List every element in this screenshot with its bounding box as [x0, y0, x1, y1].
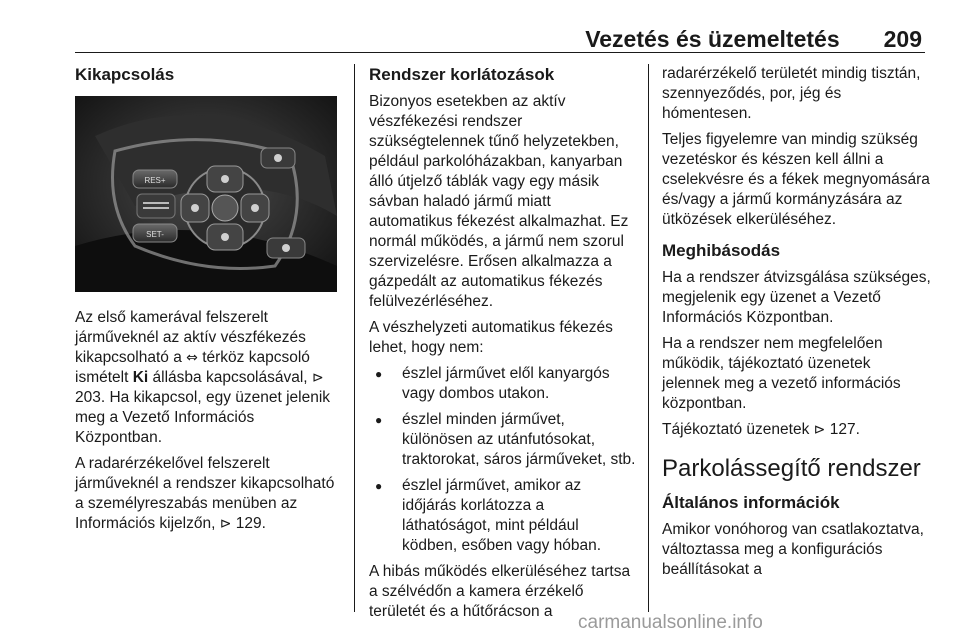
list-item: ● észlel járművet elől kanyargós vagy dombos utakon.: [369, 364, 637, 404]
paragraph-radar-area: radarérzékelő területét mindig tisztán, szennyeződés, por, jég és hómentesen.: [662, 65, 921, 122]
text-run: .: [855, 421, 860, 438]
steering-wheel-controls-illustration: [75, 96, 337, 292]
paragraph-radar-disable: [75, 454, 345, 534]
paragraph-keep-clean: A hibás működés elkerüléséhez tartsa a szélvédőn a kamera érzékelő területét és a hűtőrácson a: [369, 563, 631, 620]
text-run: állásba kapcsolásával,: [148, 369, 312, 386]
page-header: [585, 26, 922, 53]
column-right: [662, 64, 932, 586]
page-reference-link[interactable]: 127: [829, 421, 856, 438]
section-heading-kikapcsolas: Kikapcsolás: [75, 65, 175, 84]
text-run: .: [261, 515, 266, 532]
paragraph-limitations: Bizonyos esetekben az aktív vészfékezési rendszer szükségtelennek tűnő helyzetekben, például parkolóházakban, kanyarban álló útjelző táblák vagy egy másik sávban haladó jármű miatt automatikus fékezést alkalmazhat. Ez normál működés, a jármű nem szorul szervizelésre. Erősen alkalmazza a gázpedált az automatikus fékezés felülvezérléséhez.: [369, 93, 629, 310]
column-middle: [369, 64, 637, 628]
gap-switch-icon: ⇔: [186, 350, 198, 366]
chapter-title: Vezetés és üzemeltetés: [585, 26, 840, 52]
column-divider-right: [648, 64, 649, 612]
column-divider-left: [354, 64, 355, 612]
res-plus-label: RES+: [144, 176, 166, 185]
section-heading-korlatozasok: Rendszer korlátozások: [369, 65, 555, 84]
column-left: [75, 64, 345, 540]
page-reference-arrow-icon: ⊳: [219, 516, 232, 532]
paragraph-camera-disable: [75, 308, 345, 448]
paragraph-full-attention: Teljes figyelemre van mindig szükség vezetéskor és készen kell állni a cselekvésre és a fékek megnyomására és/vagy a jármű kormányzására az ütközések elkerüléséhez.: [662, 131, 930, 228]
text-run: térköz kapcsoló ismételt: [75, 349, 310, 386]
text-run: Az első kamerával felszerelt járműveknél az aktív vészfékezés kikapcsolható a: [75, 309, 306, 366]
paragraph-malfunction: Ha a rendszer nem megfelelően működik, tájékoztató üzenetek jelennek meg a vezető információs központban.: [662, 335, 901, 412]
paragraph-may-not: A vészhelyzeti automatikus fékezés lehet, hogy nem:: [369, 319, 613, 356]
paragraph-towbar: Amikor vonóhorog van csatlakoztatva, változtassa meg a konfigurációs beállításokat a: [662, 521, 924, 578]
steering-wheel-photo: [75, 96, 337, 292]
set-minus-label: SET-: [146, 230, 164, 239]
page-number: 209: [883, 26, 922, 52]
text-run: . Ha kikapcsol, egy üzenet jelenik meg a Vezető Információs Központban.: [75, 389, 331, 446]
paragraph-info-messages: [662, 420, 932, 440]
text-run: Tájékoztató üzenetek: [662, 421, 814, 438]
list-item: ● észlel járművet, amikor az időjárás korlátozza a láthatóságot, mint például ködben, esőben vagy hóban.: [369, 476, 637, 556]
limitations-list: [369, 364, 637, 556]
subsection-heading-general: Általános információk: [662, 493, 840, 512]
page-reference-link[interactable]: 129: [235, 515, 262, 532]
section-heading-meghibasodas: Meghibásodás: [662, 241, 781, 260]
header-rule: [75, 52, 925, 53]
chapter-section-title: Parkolássegítő rendszer: [662, 455, 921, 482]
watermark: carmanualsonline.info: [578, 612, 763, 633]
page-reference-arrow-icon: ⊳: [813, 422, 826, 438]
ki-position-label: Ki: [132, 369, 149, 386]
page-reference-arrow-icon: ⊳: [311, 370, 324, 386]
paragraph-inspection: Ha a rendszer átvizsgálása szükséges, megjelenik egy üzenet a Vezető Információs Központban.: [662, 269, 931, 326]
list-item: ● észlel minden járművet, különösen az utánfutósokat, traktorokat, sáros járműveket, stb.: [369, 410, 637, 470]
page-reference-link[interactable]: 203: [75, 389, 101, 406]
text-run: A radarérzékelővel felszerelt járműveknél a rendszer kikapcsolható a személyreszabás menüben az Információs kijelzőn,: [75, 455, 335, 532]
